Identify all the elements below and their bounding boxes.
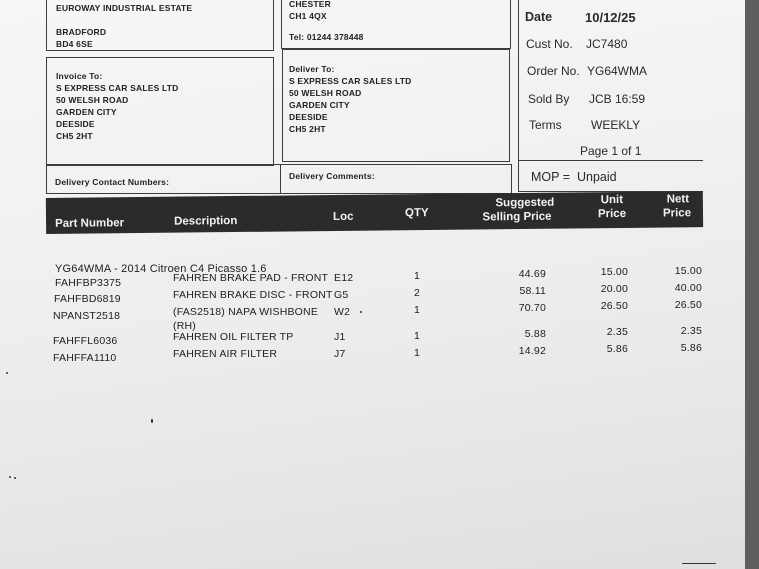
cust-no-label: Cust No. [526,37,573,51]
terms-label: Terms [529,118,562,132]
table-row-loc: E12 [334,272,354,284]
table-row-unit: 5.86 [606,343,628,355]
table-row-desc: (FAS2518) NAPA WISHBONE [173,306,319,318]
date-label: Date [525,10,553,24]
table-row-part: FAHFBP3375 [55,277,122,289]
paper-speck [151,419,153,423]
col-part-number: Part Number [55,217,125,230]
deliver-to-address [289,63,412,135]
terms-value: WEEKLY [591,118,641,132]
table-row-ssp: 58.11 [519,285,546,297]
table-row-part: NPANST2518 [53,310,121,322]
delivery-info-divider [280,164,281,194]
table-row-nett: 26.50 [674,299,702,311]
table-row-nett: 15.00 [674,265,702,277]
table-row-loc: G5 [334,289,349,301]
terms-row [529,118,641,132]
supplier-town: BRADFORD [56,27,107,37]
table-row-unit: 26.50 [600,300,628,312]
col-unit-line1: Unit [600,193,624,207]
table-row-desc-continued: (RH) [173,320,196,332]
paper-speck [6,372,8,374]
mop-label: MOP = [531,170,571,184]
table-header [46,191,703,234]
table-row-ssp: 5.88 [524,328,546,340]
sold-by-row [528,92,646,106]
branch-address [289,0,364,43]
deliver-to-heading: Deliver To: [289,64,335,74]
order-no-row [527,64,648,78]
table-row-qty: 1 [414,270,421,282]
invoice-to-address [56,70,179,142]
table-row-unit: 2.35 [606,326,628,338]
table-row-unit: 15.00 [600,266,628,278]
supplier-address-line1: EUROWAY INDUSTRIAL ESTATE [56,3,193,13]
col-nett-line1: Nett [666,193,690,206]
meta-divider [518,160,703,161]
deliver-to-line: CH5 2HT [289,124,326,134]
table-row-desc: FAHREN BRAKE PAD - FRONT [173,272,329,284]
table-row-ssp: 14.92 [518,345,546,357]
page-indicator: Page 1 of 1 [580,144,642,158]
supplier-address [56,2,192,50]
table-row-loc: W2 [334,306,351,318]
table-row-desc: FAHREN BRAKE DISC - FRONT [173,289,333,301]
supplier-postcode: BD4 6SE [56,39,93,49]
sold-by-value: JCB 16:59 [589,92,646,106]
invoice-to-line: 50 WELSH ROAD [56,95,129,105]
branch-town: CHESTER [289,0,332,9]
table-row-qty: 1 [414,347,421,359]
table-row-part: FAHFFA1110 [53,352,117,364]
invoice-to-line: CH5 2HT [56,131,93,141]
invoice-to-heading: Invoice To: [56,71,103,81]
vehicle-description: YG64WMA - 2014 Citroen C4 Picasso 1.6 [55,263,267,275]
table-row-qty: 2 [414,287,421,299]
col-description: Description [174,214,238,228]
sold-by-label: Sold By [528,92,570,106]
invoice-to-line: GARDEN CITY [56,107,117,117]
col-ssp-line1: Suggested [495,196,555,210]
paper-speck [9,476,11,478]
order-no-label: Order No. [527,64,580,78]
paper-speck [14,477,16,479]
cust-no-value: JC7480 [586,37,628,51]
invoice-to-line: S EXPRESS CAR SALES LTD [56,83,179,93]
table-row-loc: J7 [334,348,346,360]
date-row [525,10,636,25]
table-row-desc: FAHREN AIR FILTER [173,348,278,360]
table-row-nett: 5.86 [680,342,702,354]
deliver-to-line: GARDEN CITY [289,100,350,110]
mop-value: Unpaid [577,170,617,184]
table-row-desc: FAHREN OIL FILTER TP [173,331,294,343]
branch-tel: Tel: 01244 378448 [289,32,364,42]
col-qty: QTY [404,206,429,220]
table-row-part: FAHFBD6819 [54,293,121,305]
col-ssp-line2: Selling Price [482,210,552,224]
table-row-ssp: 44.69 [518,268,546,280]
paper-speck [682,563,716,564]
col-nett-line2: Price [662,207,692,220]
cust-no-row [526,37,628,51]
table-row-nett: 2.35 [680,325,702,337]
delivery-comments-label: Delivery Comments: [289,171,375,181]
deliver-to-line: 50 WELSH ROAD [289,88,362,98]
branch-postcode: CH1 4QX [289,11,327,21]
table-row-qty: 1 [414,330,421,342]
invoice-to-line: DEESIDE [56,119,95,129]
table-row-unit: 20.00 [600,283,628,295]
col-unit-line2: Price [597,207,627,221]
col-loc: Loc [332,210,354,223]
deliver-to-line: S EXPRESS CAR SALES LTD [289,76,412,86]
date-value: 10/12/25 [585,10,636,25]
table-row-part: FAHFFL6036 [53,335,118,347]
table-row-ssp: 70.70 [518,302,546,314]
table-row-loc: J1 [334,331,346,343]
paper-speck [360,311,362,313]
mop-row [531,170,617,184]
deliver-to-line: DEESIDE [289,112,328,122]
table-row-qty: 1 [414,304,421,316]
delivery-contact-label: Delivery Contact Numbers: [55,177,170,187]
order-no-value: YG64WMA [587,64,648,78]
table-row-nett: 40.00 [674,282,702,294]
